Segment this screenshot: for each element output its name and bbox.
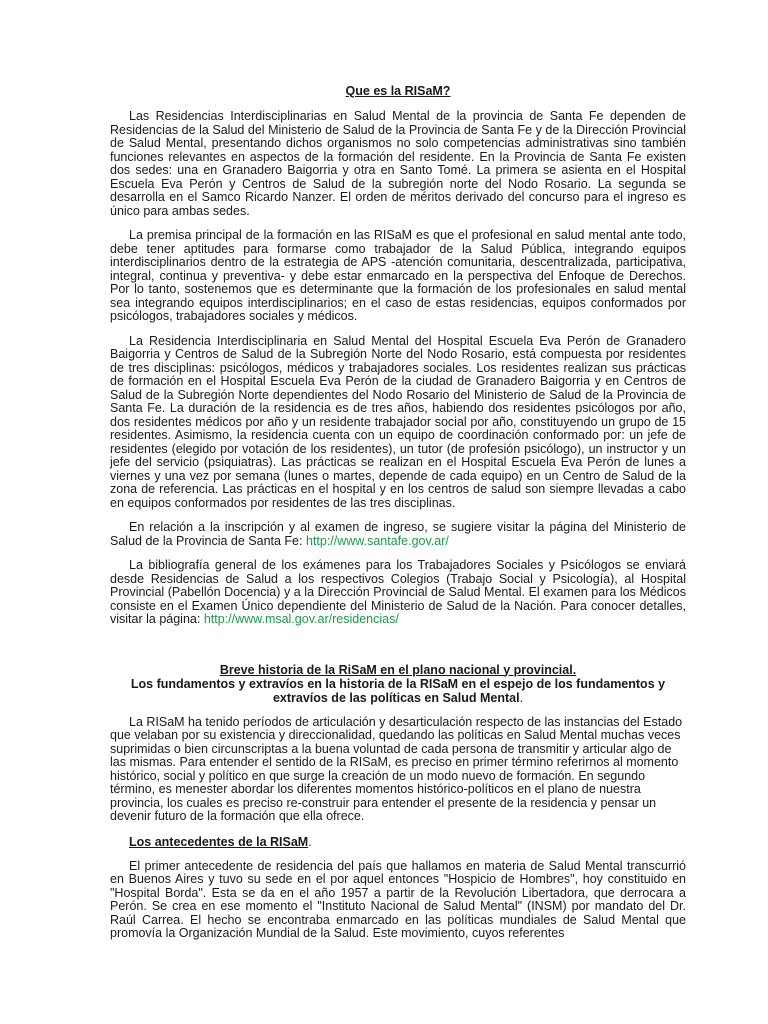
section-heading-historia bbox=[110, 663, 686, 705]
page-title: Que es la RISaM? bbox=[345, 84, 451, 98]
fundamentos-heading: Los fundamentos y extravíos en la historia de la RISaM en el espejo de los fundamentos y extravíos de las políticas en Salud Mental bbox=[130, 676, 666, 705]
section-heading-antecedentes bbox=[110, 835, 686, 849]
historia-heading: Breve historia de la RiSaM en el plano nacional y provincial. bbox=[219, 662, 577, 677]
santafe-link[interactable]: http://www.santafe.gov.ar/ bbox=[305, 533, 449, 548]
paragraph-inscripcion bbox=[110, 521, 686, 548]
paragraph-antecedentes: El primer antecedente de residencia del país que hallamos en materia de Salud Mental transcurrió en Buenos Aires y tuvo su sede en el por aquel entonces "Hospicio de Hombres", hoy constituido en "Hospital Borda". Esta se da en el año 1957 a partir de la Revolución Libertadora, que derrocara a Perón. Se crea en ese momento el "Instituto Nacional de Salud Mental" (INSM) por mandato del Dr. Raúl Carrea. El hecho se encontraba enmarcado en las políticas mundiales de Salud Mental que promovía la Organización Mundial de la Salud. Este movimiento, cuyos referentes bbox=[110, 858, 686, 940]
paragraph-bibliografia bbox=[110, 559, 686, 627]
paragraph-intro: Las Residencias Interdisciplinarias en Salud Mental de la provincia de Santa Fe dependen de Residencias de la Salud del Ministerio de Salud de la Provincia de Santa Fe y de la Dirección Provincial de Salud Mental, presentando dichos organismos no solo competencias administrativas sino también funciones relevantes en aspectos de la formación del residente. En la Provincia de Santa Fe existen dos sedes: una en Granadero Baigorria y otra en Santo Tomé. La primera se asienta en el Hospital Escuela Eva Perón y Centros de Salud de la subregión norte del Nodo Rosario. La segunda se desarrolla en el Samco Ricardo Nanzer. El orden de méritos derivado del concurso para el ingreso es único para ambas sedes. bbox=[110, 109, 686, 218]
antecedentes-heading: Los antecedentes de la RISaM bbox=[129, 834, 309, 849]
paragraph-residencia: La Residencia Interdisciplinaria en Salud Mental del Hospital Escuela Eva Perón de Granadero Baigorria y Centros de Salud de la Subregión Norte del Nodo Rosario, está compuesta por residentes de tres disciplinas: psicólogos, médicos y trabajadores sociales. Los residentes realizan sus prácticas de formación en el Hospital Escuela Eva Perón de la ciudad de Granadero Baigorria y en Centros de Salud de la Subregión Norte dependientes del Nodo Rosario del Ministerio de Salud de la Provincia de Santa Fe. La duración de la residencia es de tres años, habiendo dos residentes psicólogos por año, dos residentes médicos por año y un residente trabajador social por año, constituyendo un grupo de 15 residentes. Asimismo, la residencia cuenta con un equipo de coordinación conformado por: un jefe de residentes (elegido por votación de los residentes), un tutor (de profesión psicólogo), un instructor y un jefe del servicio (psiquiatras). Las prácticas se realizan en el Hospital Escuela Eva Perón de lunes a viernes y una vez por semana (lunes o martes, depende de cada equipo) en un Centro de Salud de la zona de referencia. Las prácticas en el hospital y en los centros de salud son siempre llevadas a cabo en equipos conformados por residentes de las tres disciplinas. bbox=[110, 333, 686, 510]
bibliografia-text: La bibliografía general de los exámenes para los Trabajadores Sociales y Psicólogos se enviará desde Residencias de Salud a los respectivos Colegios (Trabajo Social y Psicología), al Hospital Provincial (Pabellón Docencia) y a la Dirección Provincial de Salud Mental. El examen para los Médicos consiste en el Examen Único dependiente del Ministerio de Salud de la Nación. Para conocer detalles, visitar la página: bbox=[110, 558, 686, 626]
paragraph-premisa: La premisa principal de la formación en las RISaM es que el profesional en salud mental ante todo, debe tener aptitudes para formarse como trabajador de la Salud Pública, integrando equipos interdisciplinarios dentro de la estrategia de APS -atención comunitaria, descentralizada, participativa, integral, continua y preventiva- y debe estar enmarcado en la perspectiva del Enfoque de Derechos. Por lo tanto, sostenemos que es determinante que la formación de los profesionales en salud mental sea integrando equipos interdisciplinarios; en el caso de estas residencias, equipos conformados por psicólogos, trabajadores sociales y médicos. bbox=[110, 228, 686, 323]
antecedentes-heading-end: . bbox=[308, 834, 312, 849]
inscripcion-text: En relación a la inscripción y al examen de ingreso, se sugiere visitar la página del Ministerio de Salud de la Provincia de Santa Fe: bbox=[110, 520, 686, 548]
paragraph-historia: La RISaM ha tenido períodos de articulación y desarticulación respecto de las instancias del Estado que velaban por su existencia y direccionalidad, quedando las políticas en Salud Mental muchas veces suprimidas o bien circunscriptas a la buena voluntad de cada persona de transmitir y articular algo de las mismas. Para entender el sentido de la RISaM, es preciso en primer término referirnos al momento histórico, social y político en que surge la creación de un modo nuevo de formación. En segundo término, es menester abordar los diferentes momentos histórico-políticos en el plano de nuestra provincia, los cuales es preciso re-construir para entender el presente de la residencia y pensar un devenir futuro de la formación que ella ofrece. bbox=[110, 714, 683, 823]
fundamentos-heading-end: . bbox=[519, 690, 524, 705]
msal-link[interactable]: http://www.msal.gov.ar/residencias/ bbox=[203, 612, 399, 626]
